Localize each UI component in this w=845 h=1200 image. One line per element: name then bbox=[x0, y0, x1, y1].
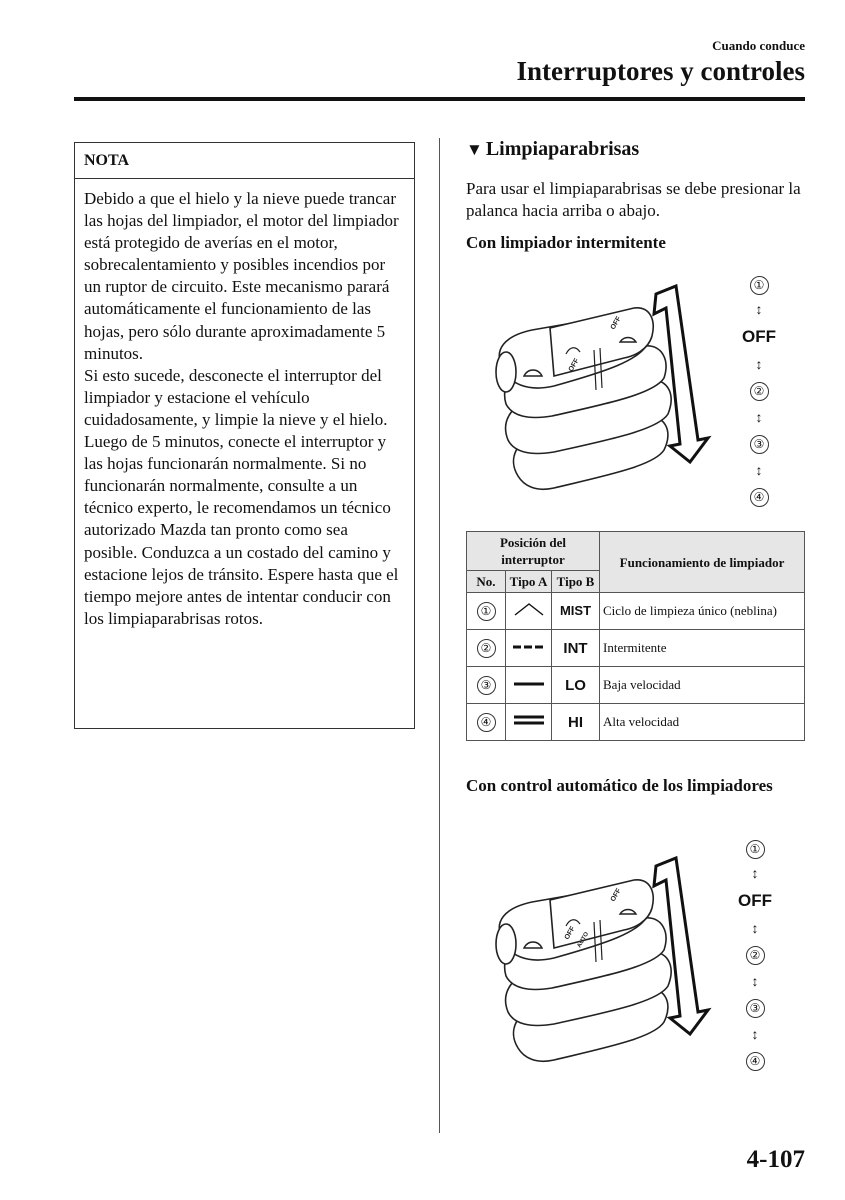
wiper-function-table bbox=[466, 531, 805, 741]
note-paragraph-2: Si esto sucede, desconecte el interruptor del limpiador y estacione el vehículo cuidadosamente, y limpie la nieve y el hielo. bbox=[84, 365, 388, 429]
lever-off-label: OFF bbox=[563, 925, 577, 941]
section-marker-icon: ▼ bbox=[466, 140, 483, 159]
arrow-2-icon: ↕ bbox=[751, 920, 759, 936]
column-divider bbox=[439, 138, 440, 1133]
wiper-lever-illustration-1 bbox=[484, 280, 724, 516]
single-line-icon bbox=[511, 679, 547, 689]
row-number: ③ bbox=[477, 676, 496, 695]
lever-off-label-upper: OFF bbox=[609, 887, 623, 903]
position-3-icon: ③ bbox=[746, 999, 765, 1018]
type-b-label: MIST bbox=[559, 603, 592, 618]
arrow-2-icon: ↕ bbox=[755, 356, 763, 372]
type-b-label: INT bbox=[563, 639, 588, 657]
positions-2 bbox=[725, 840, 785, 1076]
note-box bbox=[74, 142, 415, 729]
row-number: ④ bbox=[477, 713, 496, 732]
arrow-1-icon: ↕ bbox=[751, 865, 759, 881]
position-1-icon: ① bbox=[750, 276, 769, 295]
function-text: Ciclo de limpieza único (neblina) bbox=[600, 593, 805, 630]
note-body bbox=[75, 179, 414, 630]
page-title: Interruptores y controles bbox=[516, 56, 805, 86]
subheading-automatic: Con control automático de los limpiadores bbox=[466, 776, 773, 795]
function-text: Intermitente bbox=[600, 630, 805, 667]
lever-auto-label: AUTO bbox=[576, 931, 591, 949]
table-row bbox=[467, 667, 805, 704]
row-number: ① bbox=[477, 602, 496, 621]
arrow-1-icon: ↕ bbox=[755, 301, 763, 317]
section-intro: Para usar el limpiaparabrisas se debe presionar la palanca hacia arriba o abajo. bbox=[466, 179, 801, 220]
double-line-icon bbox=[511, 713, 547, 727]
arc-icon bbox=[512, 601, 546, 617]
position-2-icon: ② bbox=[746, 946, 765, 965]
arrow-3-icon: ↕ bbox=[755, 409, 763, 425]
subheading-intermittent: Con limpiador intermitente bbox=[466, 233, 666, 252]
type-b-label: LO bbox=[565, 676, 586, 694]
position-1-icon: ① bbox=[746, 840, 765, 859]
table-row bbox=[467, 704, 805, 741]
header-rule bbox=[74, 97, 805, 101]
note-heading: NOTA bbox=[75, 143, 414, 179]
lever-off-label-upper: OFF bbox=[609, 315, 623, 331]
note-paragraph-3: Luego de 5 minutos, conecte el interruptor y las hojas funcionarán normalmente. Si no funcionarán normalmente, consulte a un técnico experto, le recomendamos un técnico autorizado Mazda tan pronto como sea posible. Conduzca a un costado del camino y estacione lejos de tránsito. Espere hasta que el tiempo mejore antes de intentar conducir con los limpiaparabrisas rotos. bbox=[84, 432, 399, 628]
wiper-lever-illustration-2 bbox=[484, 852, 724, 1088]
table-row bbox=[467, 630, 805, 667]
position-3-icon: ③ bbox=[750, 435, 769, 454]
section-title bbox=[466, 138, 806, 161]
position-4-icon: ④ bbox=[750, 488, 769, 507]
page-number: 4-107 bbox=[746, 1146, 805, 1173]
table-header-function: Funcionamiento de limpiador bbox=[600, 532, 805, 593]
row-number: ② bbox=[477, 639, 496, 658]
table-header-position: Posición del interruptor bbox=[467, 532, 600, 571]
arrow-3-icon: ↕ bbox=[751, 973, 759, 989]
function-text: Alta velocidad bbox=[600, 704, 805, 741]
table-header-no: No. bbox=[467, 571, 506, 593]
function-text: Baja velocidad bbox=[600, 667, 805, 704]
position-off-label: OFF bbox=[738, 891, 772, 910]
table-header-type-a: Tipo A bbox=[506, 571, 552, 593]
dashed-line-icon bbox=[511, 642, 547, 652]
table-row bbox=[467, 593, 805, 630]
note-paragraph-1: Debido a que el hielo y la nieve puede trancar las hojas del limpiador, el motor del limpiador está protegido de averías en el motor, sobrecalentamiento y posibles incendios por un ruptor de circuito. Este mecanismo parará automáticamente el funcionamiento de las hojas, pero sólo durante aproximadamente 5 minutos. bbox=[84, 189, 399, 363]
positions-1 bbox=[729, 276, 789, 512]
type-b-label: HI bbox=[568, 713, 583, 731]
header-subtitle: Cuando conduce bbox=[712, 38, 805, 53]
arrow-4-icon: ↕ bbox=[751, 1026, 759, 1042]
position-2-icon: ② bbox=[750, 382, 769, 401]
section-title-text: Limpiaparabrisas bbox=[485, 138, 640, 160]
position-4-icon: ④ bbox=[746, 1052, 765, 1071]
lever-end-cap bbox=[496, 924, 516, 964]
arrow-4-icon: ↕ bbox=[755, 462, 763, 478]
lever-end-cap bbox=[496, 352, 516, 392]
lever-off-label: OFF bbox=[567, 357, 581, 373]
position-off-label: OFF bbox=[742, 327, 776, 346]
table-header-type-b: Tipo B bbox=[552, 571, 600, 593]
